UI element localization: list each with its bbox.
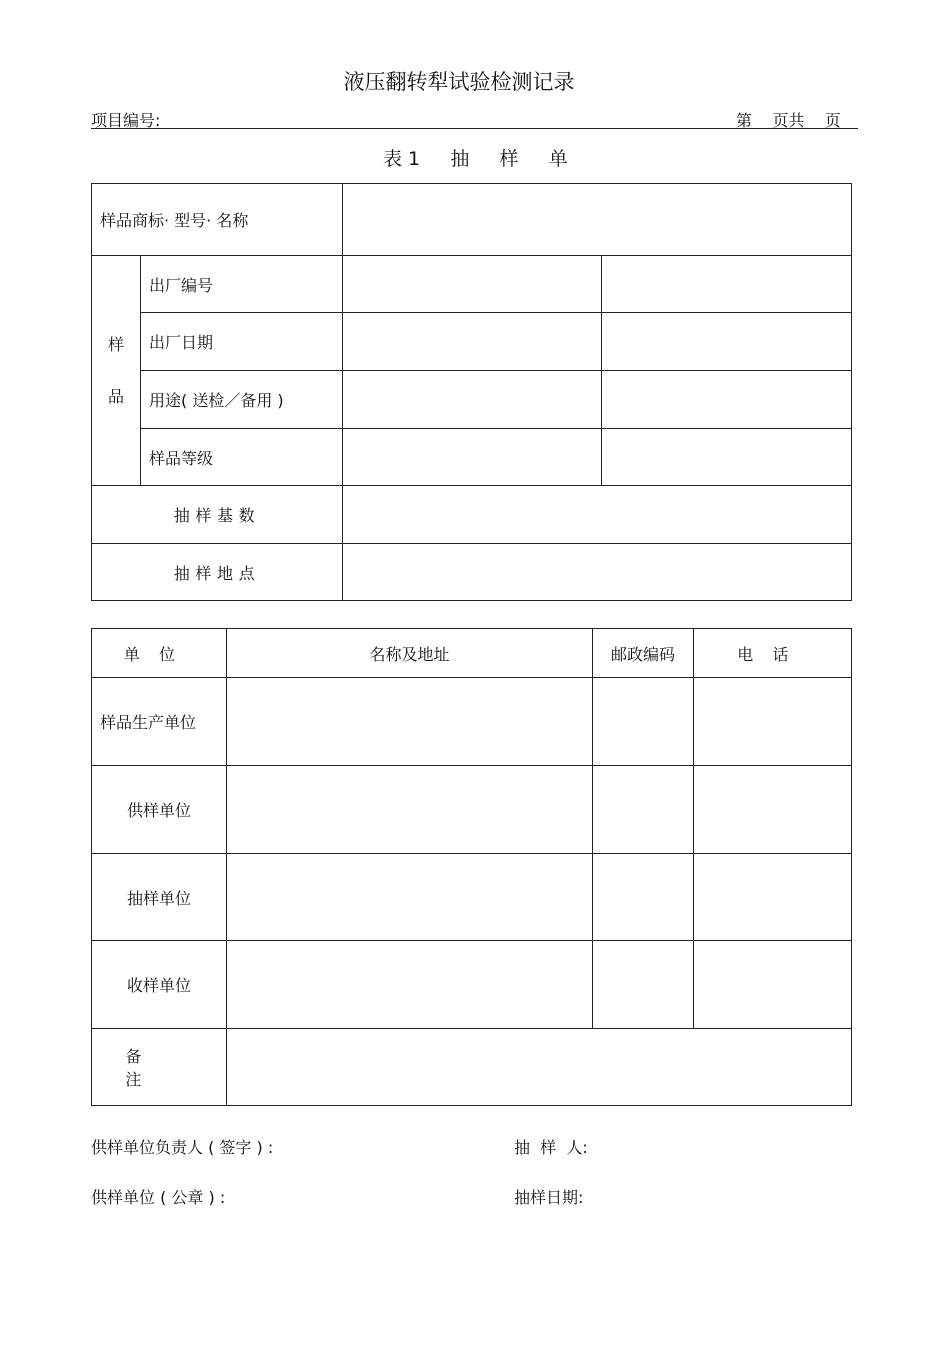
header-rule — [91, 128, 858, 129]
brand-model-name-label: 样品商标· 型号· 名称 — [91, 183, 343, 256]
usage-label: 用途( 送检／备用 ) — [140, 370, 343, 429]
producer-phone[interactable] — [693, 677, 852, 766]
page-number-label: 第 页共 页 — [736, 111, 841, 130]
usage-value-2[interactable] — [601, 370, 852, 429]
sampler-postcode[interactable] — [592, 853, 694, 941]
header-phone: 电话 — [693, 628, 852, 678]
sampler-label: 抽 样 人: — [514, 1138, 588, 1157]
header-postcode: 邮政编码 — [592, 628, 694, 678]
document-title: 液压翻转犁试验检测记录 — [343, 70, 575, 94]
row-supplier-label: 供样单位 — [91, 765, 227, 854]
remark-label: 备注 — [91, 1028, 227, 1106]
factory-date-value-1[interactable] — [342, 312, 602, 371]
sampling-location-label: 抽样地点 — [91, 543, 343, 601]
sample-grade-value-2[interactable] — [601, 428, 852, 486]
receiver-postcode[interactable] — [592, 940, 694, 1029]
sampling-base-label: 抽样基数 — [91, 485, 343, 544]
factory-date-value-2[interactable] — [601, 312, 852, 371]
header-unit: 单位 — [91, 628, 227, 678]
supplier-postcode[interactable] — [592, 765, 694, 854]
supplier-sign-label: 供样单位负责人 ( 签字 ) : — [91, 1138, 274, 1157]
project-number-label: 项目编号: — [91, 111, 161, 130]
remark-value[interactable] — [226, 1028, 852, 1106]
usage-value-1[interactable] — [342, 370, 602, 429]
sample-grade-value-1[interactable] — [342, 428, 602, 486]
row-sampler-label: 抽样单位 — [91, 853, 227, 941]
sampling-base-value[interactable] — [342, 485, 852, 544]
receiver-phone[interactable] — [693, 940, 852, 1029]
receiver-address[interactable] — [226, 940, 593, 1029]
sample-date-label: 抽样日期: — [514, 1188, 584, 1207]
producer-postcode[interactable] — [592, 677, 694, 766]
header-name-address: 名称及地址 — [226, 628, 593, 678]
producer-address[interactable] — [226, 677, 593, 766]
supplier-address[interactable] — [226, 765, 593, 854]
row-receiver-label: 收样单位 — [91, 940, 227, 1029]
sampler-address[interactable] — [226, 853, 593, 941]
supplier-seal-label: 供样单位 ( 公章 ) : — [91, 1188, 226, 1207]
sampling-location-value[interactable] — [342, 543, 852, 601]
factory-number-value-1[interactable] — [342, 255, 602, 313]
sample-group-label: 样 品 — [91, 255, 141, 486]
brand-model-name-value[interactable] — [342, 183, 852, 256]
factory-date-label: 出厂日期 — [140, 312, 343, 371]
table-title: 表 1 抽 样 单 — [383, 148, 568, 170]
factory-number-value-2[interactable] — [601, 255, 852, 313]
row-producer-label: 样品生产单位 — [91, 677, 227, 766]
supplier-phone[interactable] — [693, 765, 852, 854]
factory-number-label: 出厂编号 — [140, 255, 343, 313]
sampler-phone[interactable] — [693, 853, 852, 941]
sample-grade-label: 样品等级 — [140, 428, 343, 486]
